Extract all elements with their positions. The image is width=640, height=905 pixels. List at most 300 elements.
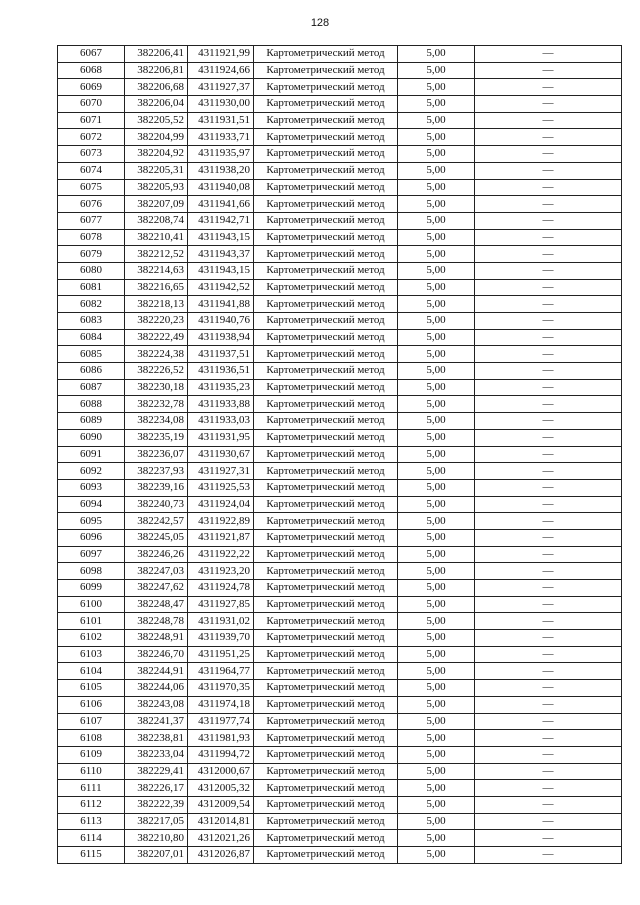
- x-coordinate-cell: 382240,73: [125, 496, 188, 513]
- accuracy-cell: 5,00: [398, 313, 475, 330]
- table-row: [58, 596, 622, 613]
- table-row: [58, 413, 622, 430]
- point-number-cell: 6110: [58, 763, 125, 780]
- table-row: [58, 96, 622, 113]
- note-cell: —: [475, 429, 622, 446]
- coordinates-table-body: [58, 46, 622, 864]
- method-cell: Картометрический метод: [254, 663, 398, 680]
- note-cell: —: [475, 479, 622, 496]
- y-coordinate-cell: 4311970,35: [188, 680, 254, 697]
- y-coordinate-cell: 4311940,76: [188, 313, 254, 330]
- note-cell: —: [475, 763, 622, 780]
- x-coordinate-cell: 382205,31: [125, 162, 188, 179]
- point-number-cell: 6097: [58, 546, 125, 563]
- note-cell: —: [475, 79, 622, 96]
- y-coordinate-cell: 4311922,22: [188, 546, 254, 563]
- y-coordinate-cell: 4311942,52: [188, 279, 254, 296]
- note-cell: —: [475, 146, 622, 163]
- x-coordinate-cell: 382207,01: [125, 847, 188, 864]
- y-coordinate-cell: 4311935,97: [188, 146, 254, 163]
- method-cell: Картометрический метод: [254, 696, 398, 713]
- table-row: [58, 847, 622, 864]
- method-cell: Картометрический метод: [254, 463, 398, 480]
- point-number-cell: 6108: [58, 730, 125, 747]
- x-coordinate-cell: 382242,57: [125, 513, 188, 530]
- point-number-cell: 6078: [58, 229, 125, 246]
- table-row: [58, 663, 622, 680]
- point-number-cell: 6085: [58, 346, 125, 363]
- method-cell: Картометрический метод: [254, 96, 398, 113]
- accuracy-cell: 5,00: [398, 847, 475, 864]
- table-row: [58, 730, 622, 747]
- point-number-cell: 6072: [58, 129, 125, 146]
- table-row: [58, 296, 622, 313]
- accuracy-cell: 5,00: [398, 446, 475, 463]
- note-cell: —: [475, 813, 622, 830]
- accuracy-cell: 5,00: [398, 529, 475, 546]
- method-cell: Картометрический метод: [254, 713, 398, 730]
- method-cell: Картометрический метод: [254, 413, 398, 430]
- method-cell: Картометрический метод: [254, 630, 398, 647]
- accuracy-cell: 5,00: [398, 396, 475, 413]
- point-number-cell: 6106: [58, 696, 125, 713]
- table-row: [58, 696, 622, 713]
- y-coordinate-cell: 4311922,89: [188, 513, 254, 530]
- point-number-cell: 6101: [58, 613, 125, 630]
- x-coordinate-cell: 382206,41: [125, 46, 188, 63]
- point-number-cell: 6070: [58, 96, 125, 113]
- method-cell: Картометрический метод: [254, 246, 398, 263]
- y-coordinate-cell: 4311939,70: [188, 630, 254, 647]
- table-row: [58, 713, 622, 730]
- table-row: [58, 229, 622, 246]
- method-cell: Картометрический метод: [254, 146, 398, 163]
- point-number-cell: 6094: [58, 496, 125, 513]
- accuracy-cell: 5,00: [398, 196, 475, 213]
- accuracy-cell: 5,00: [398, 179, 475, 196]
- x-coordinate-cell: 382238,81: [125, 730, 188, 747]
- note-cell: —: [475, 713, 622, 730]
- x-coordinate-cell: 382236,07: [125, 446, 188, 463]
- y-coordinate-cell: 4311924,78: [188, 580, 254, 597]
- point-number-cell: 6083: [58, 313, 125, 330]
- y-coordinate-cell: 4311940,08: [188, 179, 254, 196]
- method-cell: Картометрический метод: [254, 262, 398, 279]
- method-cell: Картометрический метод: [254, 396, 398, 413]
- note-cell: —: [475, 663, 622, 680]
- y-coordinate-cell: 4311933,88: [188, 396, 254, 413]
- accuracy-cell: 5,00: [398, 212, 475, 229]
- table-row: [58, 162, 622, 179]
- table-row: [58, 780, 622, 797]
- table-row: [58, 246, 622, 263]
- note-cell: —: [475, 329, 622, 346]
- point-number-cell: 6095: [58, 513, 125, 530]
- accuracy-cell: 5,00: [398, 513, 475, 530]
- table-row: [58, 46, 622, 63]
- x-coordinate-cell: 382248,47: [125, 596, 188, 613]
- table-row: [58, 529, 622, 546]
- accuracy-cell: 5,00: [398, 796, 475, 813]
- method-cell: Картометрический метод: [254, 596, 398, 613]
- accuracy-cell: 5,00: [398, 546, 475, 563]
- method-cell: Картометрический метод: [254, 813, 398, 830]
- method-cell: Картометрический метод: [254, 112, 398, 129]
- accuracy-cell: 5,00: [398, 262, 475, 279]
- note-cell: —: [475, 746, 622, 763]
- y-coordinate-cell: 4311925,53: [188, 479, 254, 496]
- point-number-cell: 6098: [58, 563, 125, 580]
- method-cell: Картометрический метод: [254, 179, 398, 196]
- method-cell: Картометрический метод: [254, 847, 398, 864]
- y-coordinate-cell: 4312026,87: [188, 847, 254, 864]
- method-cell: Картометрический метод: [254, 429, 398, 446]
- note-cell: —: [475, 580, 622, 597]
- method-cell: Картометрический метод: [254, 680, 398, 697]
- table-row: [58, 196, 622, 213]
- x-coordinate-cell: 382206,81: [125, 62, 188, 79]
- table-row: [58, 479, 622, 496]
- x-coordinate-cell: 382206,04: [125, 96, 188, 113]
- accuracy-cell: 5,00: [398, 346, 475, 363]
- method-cell: Картометрический метод: [254, 313, 398, 330]
- accuracy-cell: 5,00: [398, 596, 475, 613]
- table-row: [58, 563, 622, 580]
- y-coordinate-cell: 4311921,99: [188, 46, 254, 63]
- method-cell: Картометрический метод: [254, 796, 398, 813]
- x-coordinate-cell: 382208,74: [125, 212, 188, 229]
- point-number-cell: 6114: [58, 830, 125, 847]
- point-number-cell: 6089: [58, 413, 125, 430]
- method-cell: Картометрический метод: [254, 563, 398, 580]
- point-number-cell: 6079: [58, 246, 125, 263]
- y-coordinate-cell: 4311931,51: [188, 112, 254, 129]
- accuracy-cell: 5,00: [398, 329, 475, 346]
- x-coordinate-cell: 382248,78: [125, 613, 188, 630]
- method-cell: Картометрический метод: [254, 746, 398, 763]
- point-number-cell: 6081: [58, 279, 125, 296]
- accuracy-cell: 5,00: [398, 279, 475, 296]
- table-row: [58, 646, 622, 663]
- y-coordinate-cell: 4311927,85: [188, 596, 254, 613]
- table-row: [58, 813, 622, 830]
- y-coordinate-cell: 4311994,72: [188, 746, 254, 763]
- y-coordinate-cell: 4311933,03: [188, 413, 254, 430]
- y-coordinate-cell: 4311981,93: [188, 730, 254, 747]
- x-coordinate-cell: 382220,23: [125, 313, 188, 330]
- accuracy-cell: 5,00: [398, 780, 475, 797]
- point-number-cell: 6080: [58, 262, 125, 279]
- table-row: [58, 630, 622, 647]
- note-cell: —: [475, 96, 622, 113]
- table-row: [58, 463, 622, 480]
- point-number-cell: 6091: [58, 446, 125, 463]
- table-row: [58, 313, 622, 330]
- method-cell: Картометрический метод: [254, 496, 398, 513]
- x-coordinate-cell: 382232,78: [125, 396, 188, 413]
- accuracy-cell: 5,00: [398, 763, 475, 780]
- y-coordinate-cell: 4311943,15: [188, 229, 254, 246]
- x-coordinate-cell: 382234,08: [125, 413, 188, 430]
- y-coordinate-cell: 4312005,32: [188, 780, 254, 797]
- note-cell: —: [475, 563, 622, 580]
- x-coordinate-cell: 382217,05: [125, 813, 188, 830]
- y-coordinate-cell: 4311941,88: [188, 296, 254, 313]
- note-cell: —: [475, 262, 622, 279]
- page-number: 128: [310, 17, 330, 29]
- y-coordinate-cell: 4311930,67: [188, 446, 254, 463]
- y-coordinate-cell: 4311943,15: [188, 262, 254, 279]
- method-cell: Картометрический метод: [254, 379, 398, 396]
- table-row: [58, 379, 622, 396]
- point-number-cell: 6067: [58, 46, 125, 63]
- point-number-cell: 6082: [58, 296, 125, 313]
- accuracy-cell: 5,00: [398, 379, 475, 396]
- note-cell: —: [475, 112, 622, 129]
- y-coordinate-cell: 4311977,74: [188, 713, 254, 730]
- accuracy-cell: 5,00: [398, 613, 475, 630]
- method-cell: Картометрический метод: [254, 580, 398, 597]
- x-coordinate-cell: 382206,68: [125, 79, 188, 96]
- note-cell: —: [475, 830, 622, 847]
- note-cell: —: [475, 596, 622, 613]
- x-coordinate-cell: 382244,91: [125, 663, 188, 680]
- table-row: [58, 129, 622, 146]
- note-cell: —: [475, 630, 622, 647]
- y-coordinate-cell: 4311927,31: [188, 463, 254, 480]
- x-coordinate-cell: 382239,16: [125, 479, 188, 496]
- x-coordinate-cell: 382212,52: [125, 246, 188, 263]
- accuracy-cell: 5,00: [398, 663, 475, 680]
- table-row: [58, 580, 622, 597]
- y-coordinate-cell: 4312021,26: [188, 830, 254, 847]
- method-cell: Картометрический метод: [254, 830, 398, 847]
- note-cell: —: [475, 246, 622, 263]
- table-row: [58, 363, 622, 380]
- x-coordinate-cell: 382226,52: [125, 363, 188, 380]
- note-cell: —: [475, 379, 622, 396]
- point-number-cell: 6104: [58, 663, 125, 680]
- accuracy-cell: 5,00: [398, 296, 475, 313]
- note-cell: —: [475, 463, 622, 480]
- x-coordinate-cell: 382243,08: [125, 696, 188, 713]
- x-coordinate-cell: 382247,62: [125, 580, 188, 597]
- note-cell: —: [475, 546, 622, 563]
- note-cell: —: [475, 513, 622, 530]
- point-number-cell: 6112: [58, 796, 125, 813]
- accuracy-cell: 5,00: [398, 630, 475, 647]
- note-cell: —: [475, 529, 622, 546]
- y-coordinate-cell: 4311924,04: [188, 496, 254, 513]
- accuracy-cell: 5,00: [398, 713, 475, 730]
- table-row: [58, 262, 622, 279]
- point-number-cell: 6115: [58, 847, 125, 864]
- accuracy-cell: 5,00: [398, 580, 475, 597]
- accuracy-cell: 5,00: [398, 79, 475, 96]
- x-coordinate-cell: 382246,26: [125, 546, 188, 563]
- method-cell: Картометрический метод: [254, 446, 398, 463]
- note-cell: —: [475, 346, 622, 363]
- accuracy-cell: 5,00: [398, 246, 475, 263]
- note-cell: —: [475, 296, 622, 313]
- y-coordinate-cell: 4311921,87: [188, 529, 254, 546]
- note-cell: —: [475, 313, 622, 330]
- accuracy-cell: 5,00: [398, 363, 475, 380]
- table-row: [58, 146, 622, 163]
- accuracy-cell: 5,00: [398, 496, 475, 513]
- accuracy-cell: 5,00: [398, 746, 475, 763]
- method-cell: Картометрический метод: [254, 363, 398, 380]
- method-cell: Картометрический метод: [254, 529, 398, 546]
- method-cell: Картометрический метод: [254, 62, 398, 79]
- accuracy-cell: 5,00: [398, 112, 475, 129]
- y-coordinate-cell: 4311942,71: [188, 212, 254, 229]
- accuracy-cell: 5,00: [398, 479, 475, 496]
- x-coordinate-cell: 382222,49: [125, 329, 188, 346]
- point-number-cell: 6092: [58, 463, 125, 480]
- accuracy-cell: 5,00: [398, 730, 475, 747]
- point-number-cell: 6113: [58, 813, 125, 830]
- method-cell: Картометрический метод: [254, 546, 398, 563]
- x-coordinate-cell: 382207,09: [125, 196, 188, 213]
- y-coordinate-cell: 4311974,18: [188, 696, 254, 713]
- y-coordinate-cell: 4311935,23: [188, 379, 254, 396]
- note-cell: —: [475, 279, 622, 296]
- x-coordinate-cell: 382205,93: [125, 179, 188, 196]
- point-number-cell: 6088: [58, 396, 125, 413]
- point-number-cell: 6075: [58, 179, 125, 196]
- method-cell: Картометрический метод: [254, 730, 398, 747]
- table-row: [58, 179, 622, 196]
- x-coordinate-cell: 382245,05: [125, 529, 188, 546]
- point-number-cell: 6096: [58, 529, 125, 546]
- x-coordinate-cell: 382218,13: [125, 296, 188, 313]
- table-row: [58, 746, 622, 763]
- accuracy-cell: 5,00: [398, 646, 475, 663]
- point-number-cell: 6077: [58, 212, 125, 229]
- method-cell: Картометрический метод: [254, 613, 398, 630]
- note-cell: —: [475, 196, 622, 213]
- table-row: [58, 79, 622, 96]
- x-coordinate-cell: 382224,38: [125, 346, 188, 363]
- method-cell: Картометрический метод: [254, 79, 398, 96]
- y-coordinate-cell: 4311943,37: [188, 246, 254, 263]
- accuracy-cell: 5,00: [398, 162, 475, 179]
- accuracy-cell: 5,00: [398, 696, 475, 713]
- accuracy-cell: 5,00: [398, 563, 475, 580]
- y-coordinate-cell: 4311938,94: [188, 329, 254, 346]
- y-coordinate-cell: 4311941,66: [188, 196, 254, 213]
- note-cell: —: [475, 179, 622, 196]
- x-coordinate-cell: 382247,03: [125, 563, 188, 580]
- x-coordinate-cell: 382216,65: [125, 279, 188, 296]
- table-row: [58, 763, 622, 780]
- note-cell: —: [475, 46, 622, 63]
- point-number-cell: 6084: [58, 329, 125, 346]
- x-coordinate-cell: 382222,39: [125, 796, 188, 813]
- point-number-cell: 6069: [58, 79, 125, 96]
- point-number-cell: 6105: [58, 680, 125, 697]
- x-coordinate-cell: 382230,18: [125, 379, 188, 396]
- note-cell: —: [475, 696, 622, 713]
- table-row: [58, 546, 622, 563]
- point-number-cell: 6107: [58, 713, 125, 730]
- method-cell: Картометрический метод: [254, 162, 398, 179]
- x-coordinate-cell: 382248,91: [125, 630, 188, 647]
- y-coordinate-cell: 4311933,71: [188, 129, 254, 146]
- method-cell: Картометрический метод: [254, 780, 398, 797]
- note-cell: —: [475, 212, 622, 229]
- point-number-cell: 6100: [58, 596, 125, 613]
- table-row: [58, 496, 622, 513]
- x-coordinate-cell: 382210,41: [125, 229, 188, 246]
- x-coordinate-cell: 382241,37: [125, 713, 188, 730]
- method-cell: Картометрический метод: [254, 763, 398, 780]
- point-number-cell: 6102: [58, 630, 125, 647]
- accuracy-cell: 5,00: [398, 813, 475, 830]
- point-number-cell: 6093: [58, 479, 125, 496]
- x-coordinate-cell: 382244,06: [125, 680, 188, 697]
- y-coordinate-cell: 4311937,51: [188, 346, 254, 363]
- table-row: [58, 212, 622, 229]
- accuracy-cell: 5,00: [398, 830, 475, 847]
- x-coordinate-cell: 382204,92: [125, 146, 188, 163]
- note-cell: —: [475, 162, 622, 179]
- accuracy-cell: 5,00: [398, 96, 475, 113]
- y-coordinate-cell: 4311927,37: [188, 79, 254, 96]
- method-cell: Картометрический метод: [254, 346, 398, 363]
- x-coordinate-cell: 382229,41: [125, 763, 188, 780]
- accuracy-cell: 5,00: [398, 146, 475, 163]
- accuracy-cell: 5,00: [398, 229, 475, 246]
- y-coordinate-cell: 4312014,81: [188, 813, 254, 830]
- x-coordinate-cell: 382205,52: [125, 112, 188, 129]
- method-cell: Картометрический метод: [254, 296, 398, 313]
- note-cell: —: [475, 229, 622, 246]
- note-cell: —: [475, 730, 622, 747]
- coordinates-table: [57, 45, 622, 864]
- note-cell: —: [475, 646, 622, 663]
- method-cell: Картометрический метод: [254, 513, 398, 530]
- y-coordinate-cell: 4312000,67: [188, 763, 254, 780]
- accuracy-cell: 5,00: [398, 413, 475, 430]
- method-cell: Картометрический метод: [254, 129, 398, 146]
- y-coordinate-cell: 4311924,66: [188, 62, 254, 79]
- y-coordinate-cell: 4311931,02: [188, 613, 254, 630]
- y-coordinate-cell: 4312009,54: [188, 796, 254, 813]
- point-number-cell: 6087: [58, 379, 125, 396]
- method-cell: Картометрический метод: [254, 46, 398, 63]
- x-coordinate-cell: 382237,93: [125, 463, 188, 480]
- note-cell: —: [475, 396, 622, 413]
- accuracy-cell: 5,00: [398, 46, 475, 63]
- point-number-cell: 6099: [58, 580, 125, 597]
- note-cell: —: [475, 847, 622, 864]
- point-number-cell: 6074: [58, 162, 125, 179]
- table-row: [58, 680, 622, 697]
- y-coordinate-cell: 4311930,00: [188, 96, 254, 113]
- y-coordinate-cell: 4311931,95: [188, 429, 254, 446]
- note-cell: —: [475, 796, 622, 813]
- y-coordinate-cell: 4311923,20: [188, 563, 254, 580]
- point-number-cell: 6068: [58, 62, 125, 79]
- x-coordinate-cell: 382235,19: [125, 429, 188, 446]
- note-cell: —: [475, 780, 622, 797]
- table-row: [58, 346, 622, 363]
- note-cell: —: [475, 613, 622, 630]
- note-cell: —: [475, 446, 622, 463]
- point-number-cell: 6086: [58, 363, 125, 380]
